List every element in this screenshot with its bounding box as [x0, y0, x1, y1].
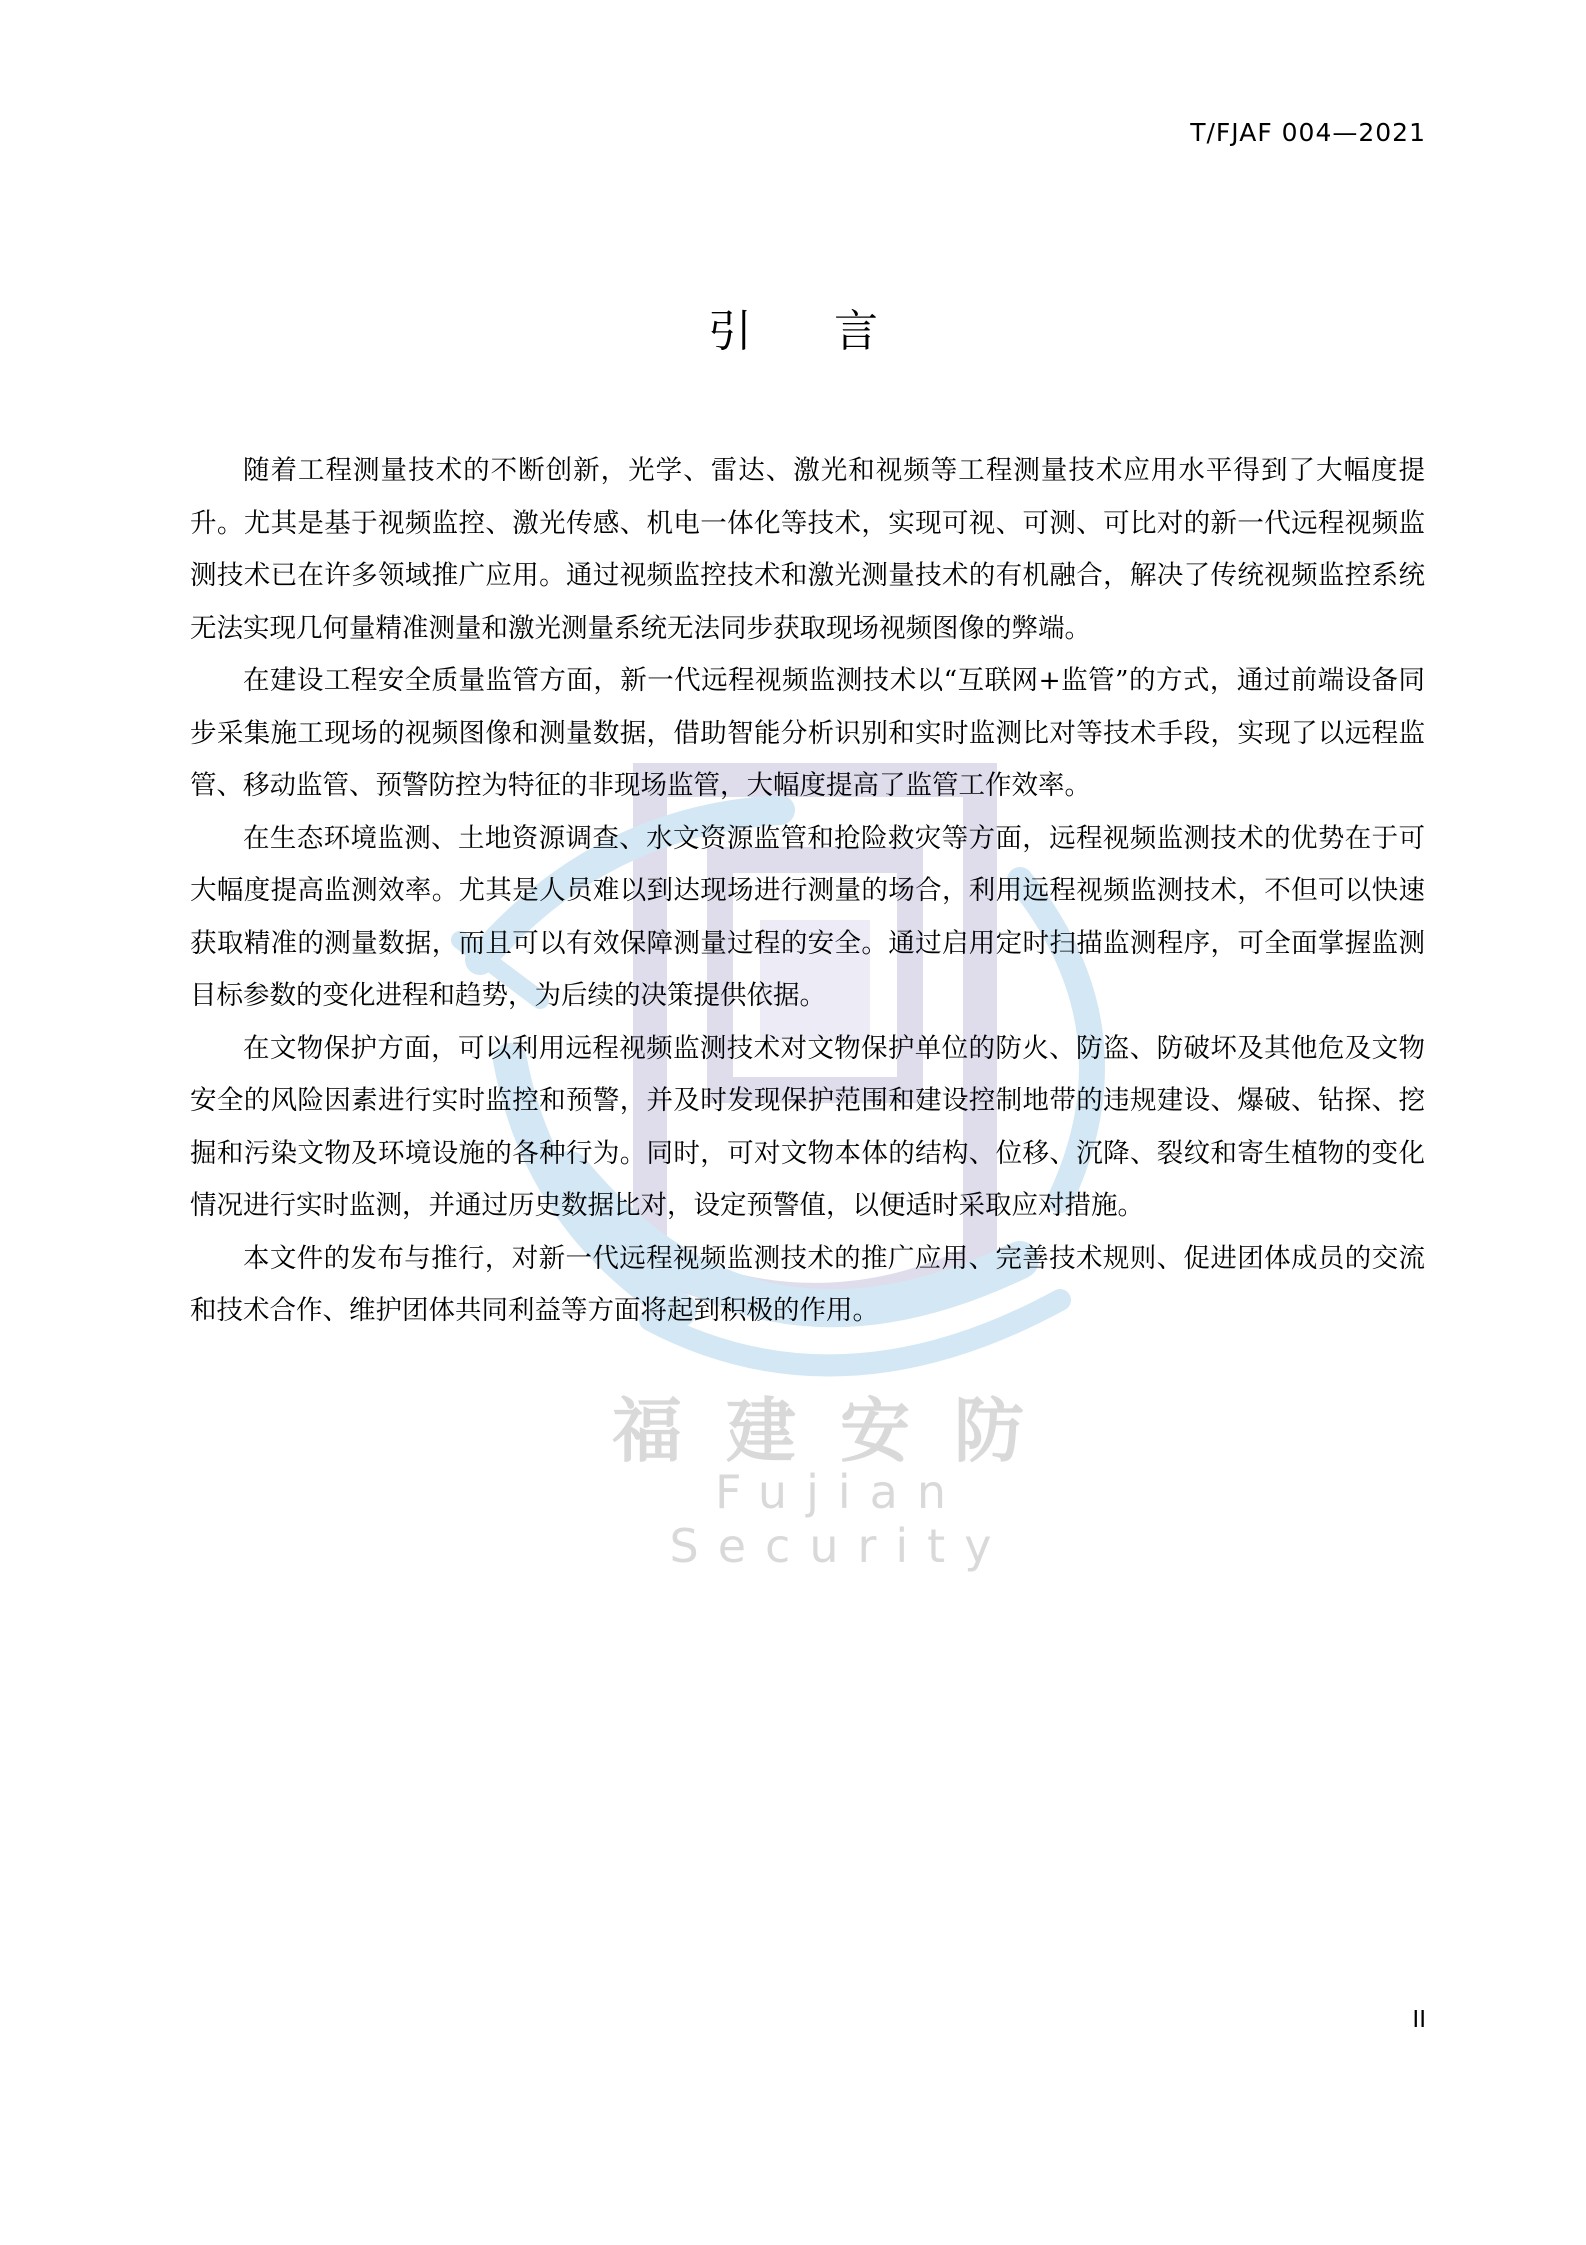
paragraph: 在生态环境监测、土地资源调查、水文资源监管和抢险救灾等方面，远程视频监测技术的优势在于可大幅度提高监测效率。尤其是人员难以到达现场进行测量的场合，利用远程视频监测技术，不但可以快速获取精准的测量数据，而且可以有效保障测量过程的安全。通过启用定时扫描监测程序，可全面掌握监测目标参数的变化进程和趋势，为后续的决策提供依据。 — [190, 822, 1425, 1011]
paragraph: 随着工程测量技术的不断创新，光学、雷达、激光和视频等工程测量技术应用水平得到了大幅度提升。尤其是基于视频监控、激光传感、机电一体化等技术，实现可视、可测、可比对的新一代远程视频监测技术已在许多领域推广应用。通过视频监控技术和激光测量技术的有机融合，解决了传统视频监控系统无法实现几何量精准测量和激光测量系统无法同步获取现场视频图像的弊端。 — [190, 455, 1425, 644]
paragraph: 在建设工程安全质量监管方面，新一代远程视频监测技术以“互联网+监管”的方式，通过前端设备同步采集施工现场的视频图像和测量数据，借助智能分析识别和实时监测比对等技术手段，实现了以远程监管、移动监管、预警防控为特征的非现场监管，大幅度提高了监管工作效率。 — [190, 665, 1425, 801]
paragraph: 在文物保护方面，可以利用远程视频监测技术对文物保护单位的防火、防盗、防破坏及其他危及文物安全的风险因素进行实时监控和预警，并及时发现保护范围和建设控制地带的违规建设、爆破、钻探、挖掘和污染文物及环境设施的各种行为。同时，可对文物本体的结构、位移、沉降、裂纹和寄生植物的变化情况进行实时监测，并通过历史数据比对，设定预警值，以便适时采取应对措施。 — [190, 1032, 1425, 1221]
document-number: T/FJAF 004—2021 — [1190, 118, 1426, 147]
introduction-body — [190, 445, 1425, 1338]
page-number: II — [1412, 2007, 1426, 2033]
paragraph: 本文件的发布与推行，对新一代远程视频监测技术的推广应用、完善技术规则、促进团体成员的交流和技术合作、维护团体共同利益等方面将起到积极的作用。 — [190, 1242, 1425, 1326]
watermark-name-cn: 福建安防 — [612, 1389, 1068, 1472]
section-title: 引言 — [708, 306, 960, 357]
watermark-name-en: Fujian Security — [669, 1465, 1011, 1573]
